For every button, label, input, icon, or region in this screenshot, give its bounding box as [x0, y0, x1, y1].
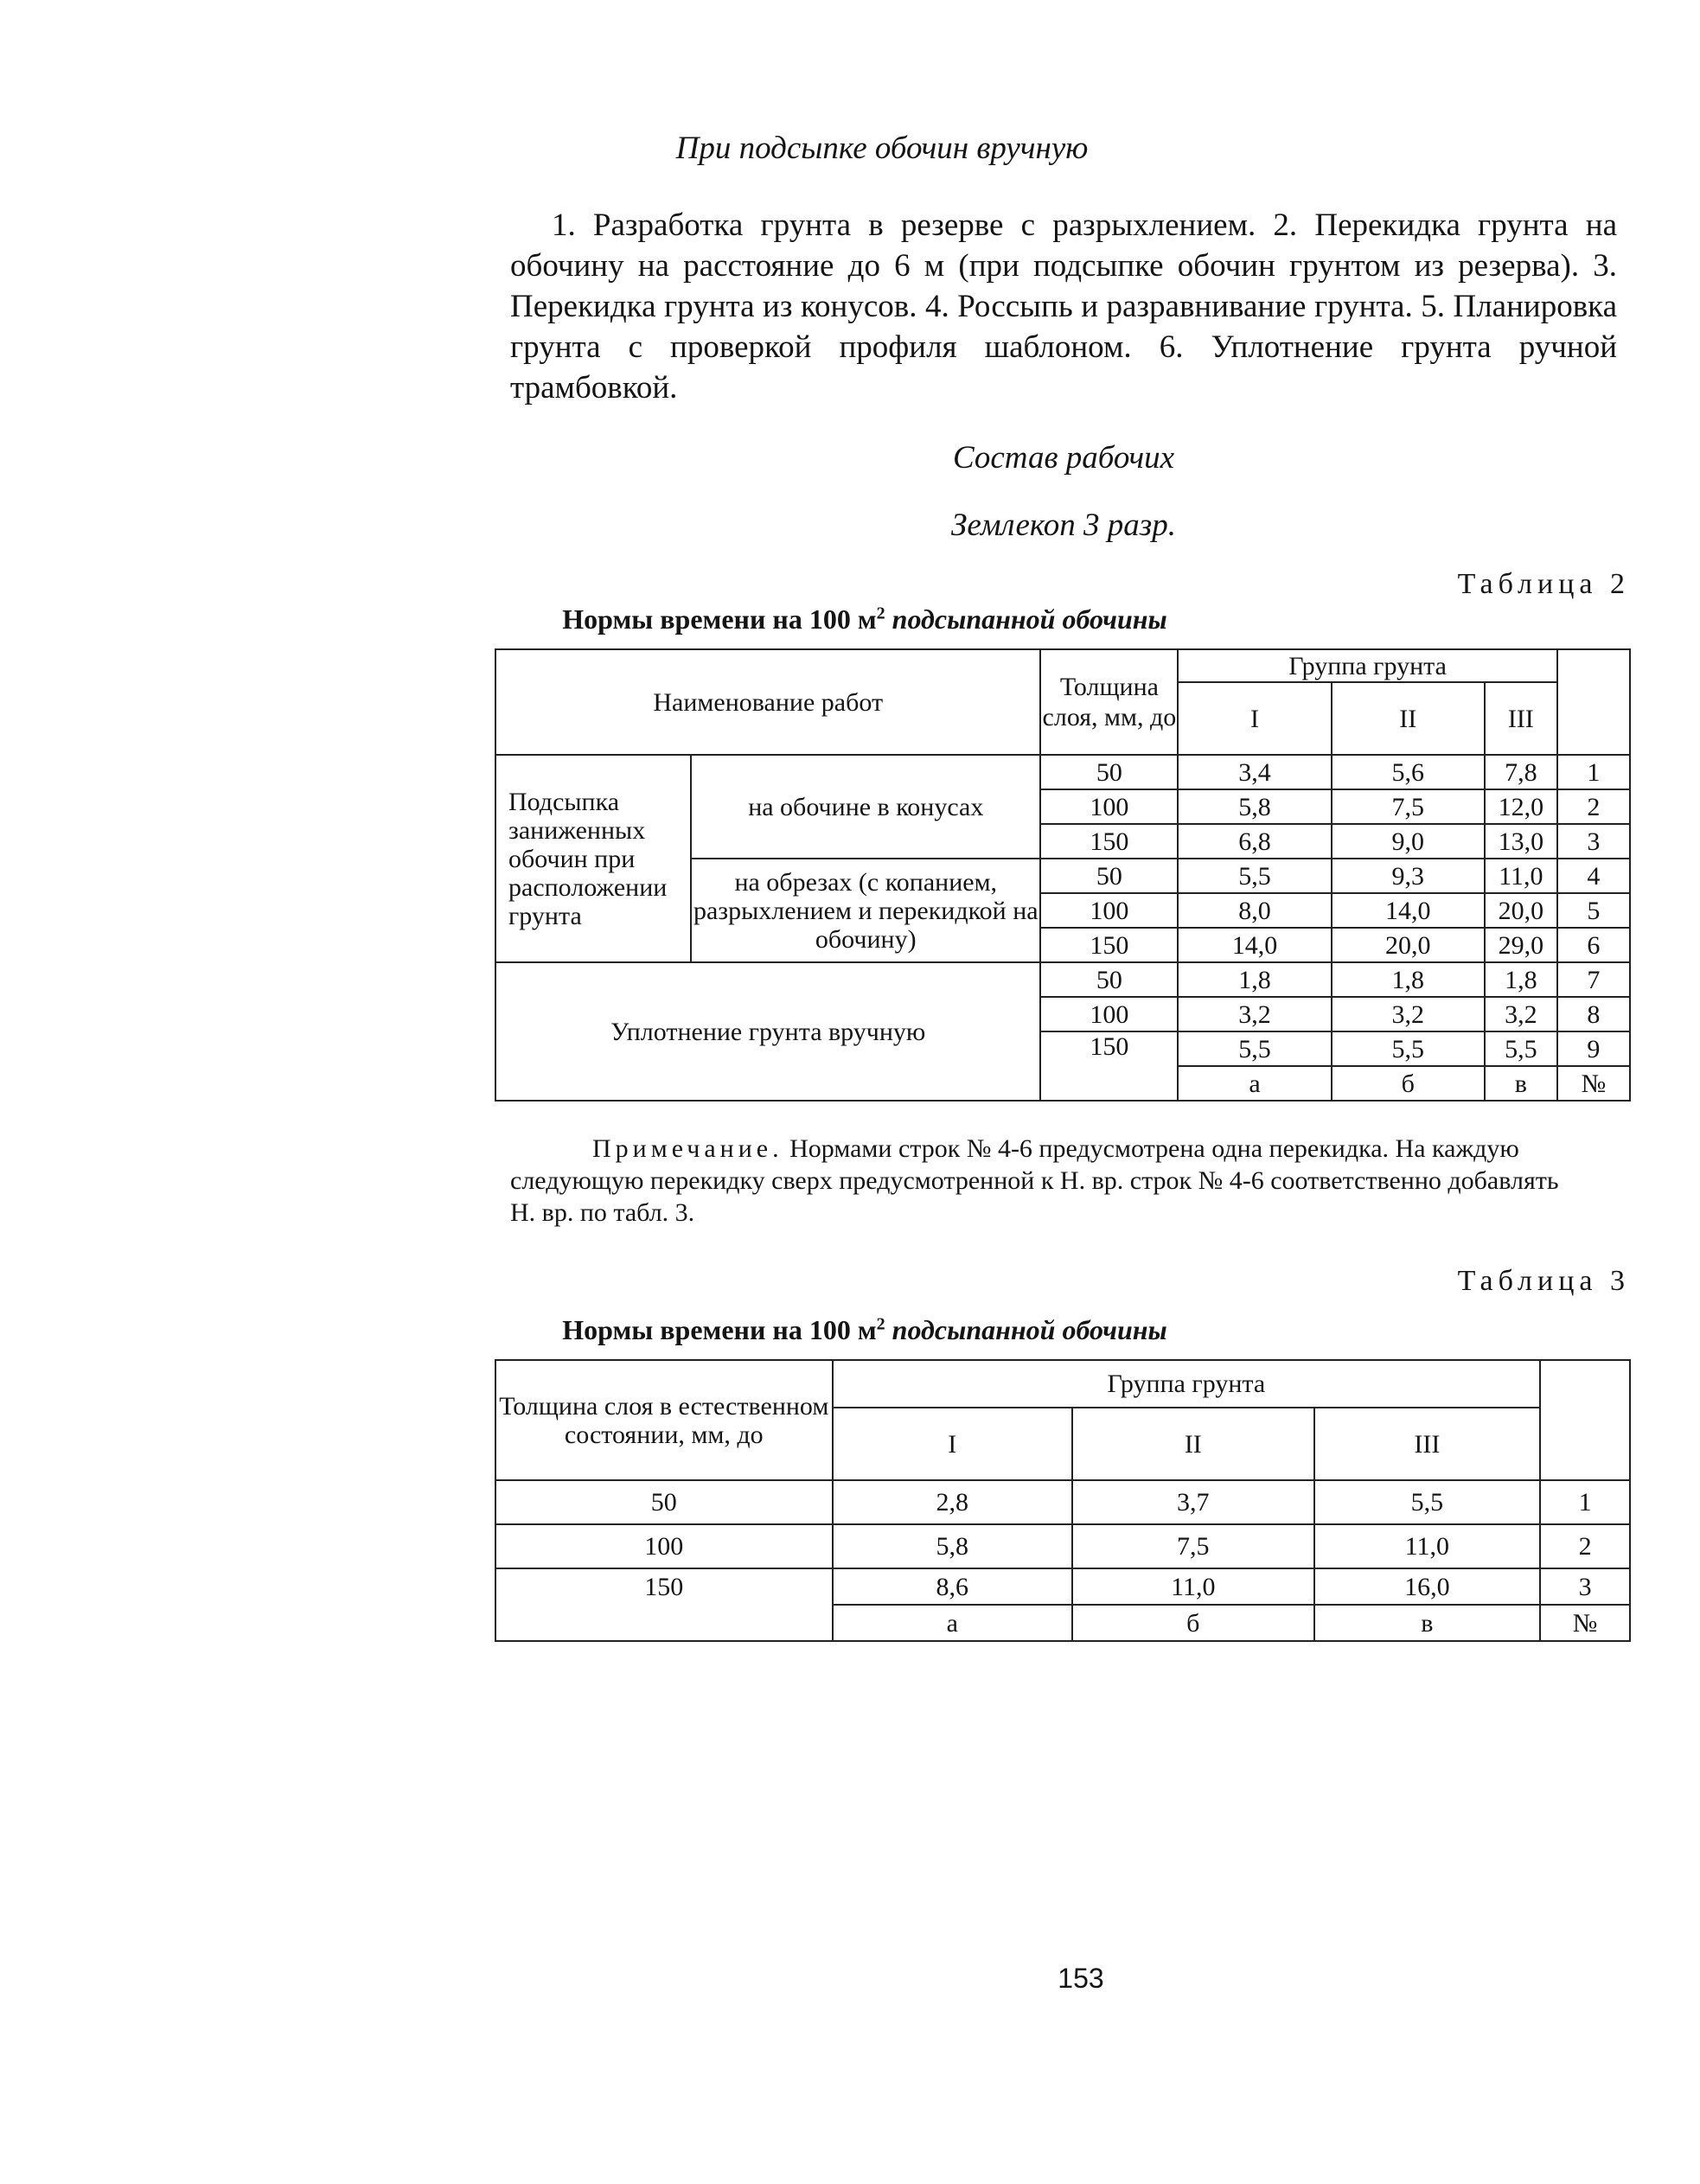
- note: [510, 1133, 1582, 1229]
- note-text: Нормами строк № 4-6 предусмотрена одна перекидка. На каждую следующую перекидку сверх предусмотренной к Н. вр. строк № 4-6 соответственно добавлять Н. вр. по табл. 3.: [510, 1134, 1559, 1227]
- table2-header-thickness: Толщина слоя, мм, до: [1040, 649, 1178, 755]
- table2-cell: 9,3: [1332, 859, 1485, 893]
- table3-cell: 150: [495, 1568, 833, 1641]
- table2-cell: 3,2: [1485, 997, 1557, 1031]
- table3-cell: 8,6: [833, 1568, 1073, 1605]
- table2-title-main: Нормы времени на 100 м: [562, 603, 877, 635]
- table2-header-work-name: Наименование работ: [495, 649, 1040, 755]
- table2-title-sup: 2: [876, 603, 885, 623]
- table3-title-sup: 2: [876, 1314, 885, 1334]
- table3-cell: 16,0: [1314, 1568, 1541, 1605]
- table2-cell: 9,0: [1332, 824, 1485, 859]
- table3-cell: 5,5: [1314, 1480, 1541, 1524]
- table3-cell: 5,8: [833, 1524, 1073, 1568]
- table2-cell: 150: [1040, 928, 1178, 962]
- table2-cell: 100: [1040, 893, 1178, 928]
- table3-cell: 11,0: [1314, 1524, 1541, 1568]
- table3-row-no: 2: [1540, 1524, 1630, 1568]
- table2-cell: 3,2: [1178, 997, 1331, 1031]
- table2-row-no: 8: [1557, 997, 1630, 1031]
- table2-sub2-label: на обрезах (с копанием, разрыхлением и перекидкой на обочину): [691, 859, 1040, 962]
- table3-title: [216, 1314, 1513, 1346]
- table2-footer-c: в: [1485, 1066, 1557, 1101]
- table3-cell: 50: [495, 1480, 833, 1524]
- table3-header-thickness: Толщина слоя в естественном состоянии, мм, до: [495, 1360, 833, 1480]
- table2-cell: 50: [1040, 755, 1178, 789]
- table2-cell: 5,5: [1485, 1031, 1557, 1066]
- table2-header-group-i: I: [1178, 682, 1331, 755]
- table2-group1-label: Подсыпка заниженных обочин при расположении грунта: [495, 755, 691, 962]
- table2-cell: 20,0: [1332, 928, 1485, 962]
- table3-title-main: Нормы времени на 100 м: [562, 1314, 877, 1345]
- table2-cell: 8,0: [1178, 893, 1331, 928]
- table3-header-soil-group: Группа грунта: [833, 1360, 1541, 1408]
- table2-cell: 50: [1040, 859, 1178, 893]
- table2-row-no: 3: [1557, 824, 1630, 859]
- table2-row-no: 6: [1557, 928, 1630, 962]
- table3-header-group-ii: II: [1072, 1408, 1314, 1480]
- table2-row-no: 1: [1557, 755, 1630, 789]
- table2-cell: 1,8: [1332, 962, 1485, 997]
- table3-label: Таблица 3: [1457, 1265, 1630, 1297]
- table2-cell: 5,6: [1332, 755, 1485, 789]
- table2-cell: 50: [1040, 962, 1178, 997]
- table2-cell: 7,8: [1485, 755, 1557, 789]
- table2-row-no: 4: [1557, 859, 1630, 893]
- table2-row-no: 7: [1557, 962, 1630, 997]
- table3-footer-c: в: [1314, 1605, 1541, 1641]
- table2-header-group-iii: III: [1485, 682, 1557, 755]
- table3-header-group-iii: III: [1314, 1408, 1541, 1480]
- table2-cell: 3,2: [1332, 997, 1485, 1031]
- table2-cell: 150: [1040, 824, 1178, 859]
- table3-cell: 3,7: [1072, 1480, 1314, 1524]
- table2-header-soil-group: Группа грунта: [1178, 649, 1556, 682]
- table2-cell: 5,5: [1178, 1031, 1331, 1066]
- table2-row-no: 5: [1557, 893, 1630, 928]
- table2-header-blank: [1557, 649, 1630, 755]
- table2-cell: 100: [1040, 789, 1178, 824]
- note-label: Примечание.: [592, 1134, 783, 1163]
- table3-row-no: 3: [1540, 1568, 1630, 1605]
- page-number: 153: [1058, 1963, 1104, 1994]
- table2-cell: 20,0: [1485, 893, 1557, 928]
- table3: [495, 1359, 1631, 1642]
- table3-footer-a: а: [833, 1605, 1073, 1641]
- table2-cell: 29,0: [1485, 928, 1557, 962]
- table3-row-no: 1: [1540, 1480, 1630, 1524]
- table3-header-blank: [1540, 1360, 1630, 1480]
- table2-sub1-label: на обочине в конусах: [691, 755, 1040, 859]
- table2-cell: 1,8: [1485, 962, 1557, 997]
- work-description: 1. Разработка грунта в резерве с разрыхлением. 2. Перекидка грунта на обочину на расстояние до 6 м (при подсыпке обочин грунтом из резерва). 3. Перекидка грунта из конусов. 4. Россыпь и разравнивание грунта. 5. Планировка грунта с проверкой профиля шаблоном. 6. Уплотнение грунта ручной трамбовкой.: [510, 208, 1617, 406]
- table2-cell: 150: [1040, 1031, 1178, 1101]
- section-heading: При подсыпке обочин вручную: [675, 131, 1089, 166]
- table2-cell: 5,5: [1332, 1031, 1485, 1066]
- table3-cell: 7,5: [1072, 1524, 1314, 1568]
- table2-label: Таблица 2: [1457, 568, 1630, 600]
- table2-footer-a: а: [1178, 1066, 1331, 1101]
- table3-header-group-i: I: [833, 1408, 1073, 1480]
- table2-cell: 5,5: [1178, 859, 1331, 893]
- table2-header-group-ii: II: [1332, 682, 1485, 755]
- crew-heading: Состав рабочих: [952, 440, 1175, 476]
- table2-row-no: 9: [1557, 1031, 1630, 1066]
- table2-cell: 14,0: [1178, 928, 1331, 962]
- table2-cell: 1,8: [1178, 962, 1331, 997]
- table2-cell: 12,0: [1485, 789, 1557, 824]
- table2-cell: 6,8: [1178, 824, 1331, 859]
- table2-title: [216, 603, 1513, 635]
- table2-cell: 13,0: [1485, 824, 1557, 859]
- table2-cell: 14,0: [1332, 893, 1485, 928]
- table2-row-no: 2: [1557, 789, 1630, 824]
- table2-cell: 100: [1040, 997, 1178, 1031]
- table2-cell: 11,0: [1485, 859, 1557, 893]
- table2-cell: 5,8: [1178, 789, 1331, 824]
- table2-cell: 3,4: [1178, 755, 1331, 789]
- table2-footer-b: б: [1332, 1066, 1485, 1101]
- table3-title-rest: подсыпанной обочины: [892, 1314, 1167, 1345]
- crew-member: Землекоп 3 разр.: [951, 508, 1176, 543]
- table3-footer-b: б: [1072, 1605, 1314, 1641]
- table3-cell: 2,8: [833, 1480, 1073, 1524]
- table2-cell: 7,5: [1332, 789, 1485, 824]
- table2-group2-label: Уплотнение грунта вручную: [495, 962, 1040, 1101]
- table3-cell: 100: [495, 1524, 833, 1568]
- table2: [495, 648, 1631, 1102]
- table2-footer-no: №: [1557, 1066, 1630, 1101]
- table3-footer-no: №: [1540, 1605, 1630, 1641]
- table2-title-rest: подсыпанной обочины: [892, 603, 1167, 635]
- table3-cell: 11,0: [1072, 1568, 1314, 1605]
